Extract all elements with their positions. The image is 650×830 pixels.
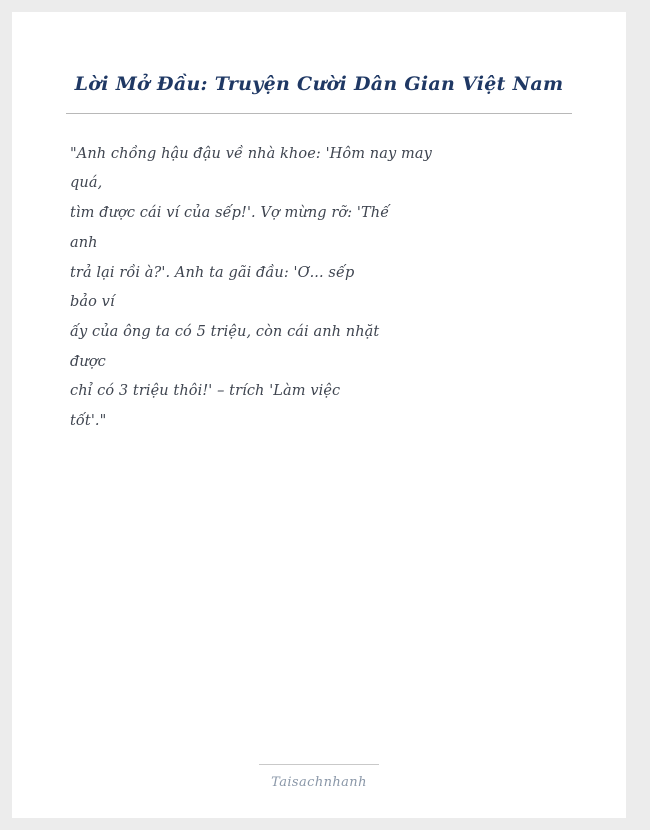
footer-divider	[259, 764, 379, 765]
body-line: "Anh chồng hậu đậu về nhà khoe: 'Hôm nay may	[70, 145, 432, 162]
body-line: tìm được cái ví của sếp!'. Vợ mừng rỡ: 'Thế	[70, 205, 390, 222]
page-title: Lời Mở Đầu: Truyện Cười Dân Gian Việt Nam	[74, 73, 564, 95]
body-line: anh	[70, 234, 98, 251]
title-divider	[66, 113, 572, 114]
document-page	[12, 12, 626, 818]
body-line: được	[70, 353, 106, 370]
page-footer	[12, 764, 626, 790]
body-line: ấy của ông ta có 5 triệu, còn cái anh nhặt	[70, 324, 380, 340]
body-line: chỉ có 3 triệu thôi!' – trích 'Làm việc	[70, 383, 341, 400]
body-line: tốt'."	[70, 413, 107, 430]
page-content	[12, 12, 626, 818]
body-line: quá,	[70, 175, 103, 192]
body-line: trả lại rồi à?'. Anh ta gãi đầu: 'Ơ... sếp	[70, 264, 355, 281]
body-text	[12, 140, 626, 437]
body-line: bảo ví	[70, 294, 115, 311]
footer-watermark: Taisachnhanh	[271, 775, 367, 790]
